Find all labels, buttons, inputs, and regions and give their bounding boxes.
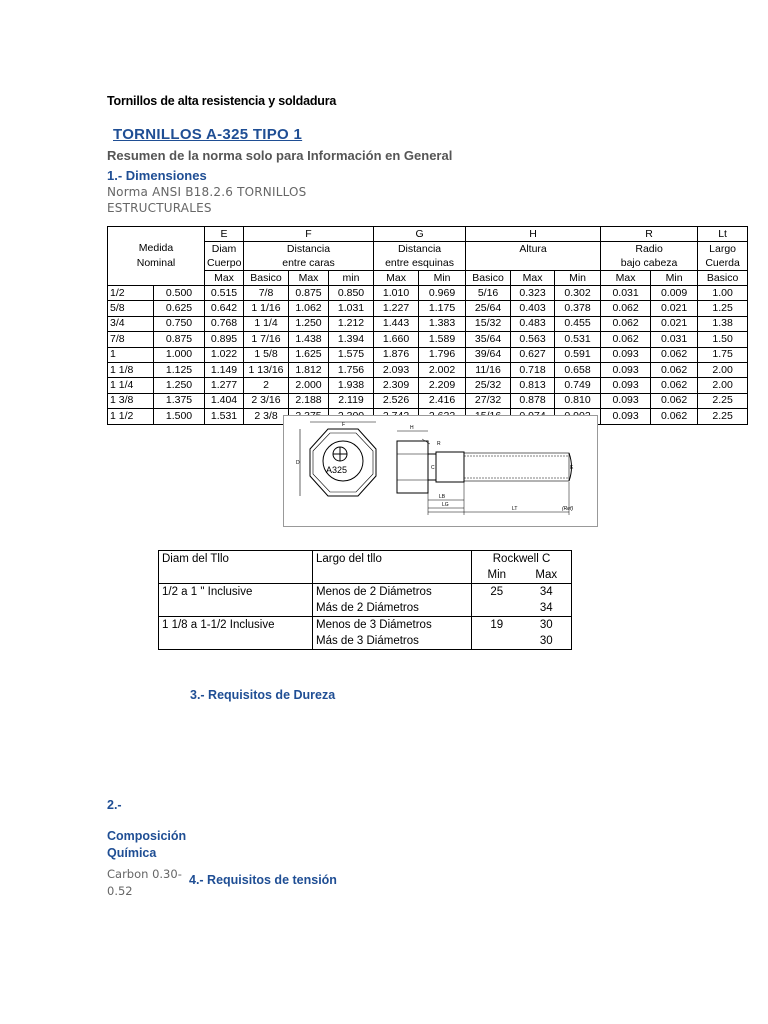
dim-header-row-4 <box>108 271 748 286</box>
lt-label-2: Cuerda <box>698 256 748 271</box>
dim-table-cell: 1 1/4 <box>244 316 289 331</box>
sub-header: Max <box>511 271 555 286</box>
dim-table-cell: 2.093 <box>374 362 419 377</box>
row-diam: 1/2 a 1 " Inclusive <box>159 584 313 617</box>
label-f: F <box>342 422 346 428</box>
dim-table-cell: 0.093 <box>601 378 651 393</box>
dim-table-cell: 0.323 <box>511 286 555 301</box>
sub-header: min <box>329 271 374 286</box>
dim-table-cell: 1.000 <box>154 347 205 362</box>
largo-line-1: Menos de 2 Diámetros <box>316 586 432 598</box>
dim-table-cell: 2.000 <box>289 378 329 393</box>
header-max: Max <box>522 567 572 584</box>
dim-table-cell: 2.309 <box>374 378 419 393</box>
row-max <box>522 617 572 650</box>
dim-table-cell: 2 3/16 <box>244 393 289 408</box>
dim-table-cell: 0.627 <box>511 347 555 362</box>
dim-table-cell: 2.002 <box>419 362 466 377</box>
medida-header-top <box>108 227 205 242</box>
sub-header: Basico <box>466 271 511 286</box>
main-heading: TORNILLOS A-325 TIPO 1 <box>113 126 303 143</box>
dim-table-cell: 7/8 <box>108 332 154 347</box>
dim-table-row <box>108 378 748 393</box>
dim-table-cell: 2.416 <box>419 393 466 408</box>
dim-table-cell: 1.175 <box>419 301 466 316</box>
max-line-1: 30 <box>539 619 553 631</box>
largo-line-1: Menos de 3 Diámetros <box>316 619 432 631</box>
dim-table-cell: 1.394 <box>329 332 374 347</box>
medida-header-bottom <box>108 271 205 286</box>
dim-table-cell: 1 1/2 <box>108 409 154 424</box>
dim-table-cell: 1.625 <box>289 347 329 362</box>
norma-text: Norma ANSI B18.2.6 TORNILLOS ESTRUCTURALES <box>107 185 307 215</box>
dim-table-cell: 0.062 <box>651 362 698 377</box>
dim-table-cell: 1 1/8 <box>108 362 154 377</box>
max-line-1: 34 <box>539 586 553 598</box>
largo-line-2: Más de 3 Diámetros <box>316 635 419 647</box>
dim-table-cell: 0.031 <box>601 286 651 301</box>
sub-header: Min <box>419 271 466 286</box>
dim-table-cell: 0.515 <box>205 286 244 301</box>
dim-table-cell: 2.25 <box>698 393 748 408</box>
dim-table-cell: 0.591 <box>555 347 601 362</box>
label-lb: LB <box>439 494 446 500</box>
dim-table-cell: 0.021 <box>651 301 698 316</box>
f-label-1: Distancia <box>244 242 374 257</box>
dim-table-cell: 5/8 <box>108 301 154 316</box>
r-label-2: bajo cabeza <box>601 256 698 271</box>
dim-table-row <box>108 393 748 408</box>
dim-table-cell: 1.031 <box>329 301 374 316</box>
label-r: R <box>437 441 441 447</box>
dim-table-cell: 1.250 <box>154 378 205 393</box>
label-e: E <box>570 465 574 471</box>
group-letter-e: E <box>205 227 244 242</box>
dim-table-row <box>108 316 748 331</box>
dim-table-cell: 5/16 <box>466 286 511 301</box>
dim-table-cell: 35/64 <box>466 332 511 347</box>
sub-header: Max <box>601 271 651 286</box>
dim-table-cell: 1 3/8 <box>108 393 154 408</box>
dim-header-row-3 <box>108 256 748 271</box>
dim-table-cell: 0.625 <box>154 301 205 316</box>
sub-header: Max <box>374 271 419 286</box>
dim-table-cell: 0.031 <box>651 332 698 347</box>
g-label-1: Distancia <box>374 242 466 257</box>
header-diam: Diam del Tllo <box>159 551 313 584</box>
hardness-row <box>159 617 572 650</box>
group-letter-g: G <box>374 227 466 242</box>
dim-table-cell: 0.455 <box>555 316 601 331</box>
dim-table-cell: 2.00 <box>698 378 748 393</box>
label-c: C <box>431 465 435 471</box>
sub-header: Max <box>205 271 244 286</box>
sub-header: Min <box>555 271 601 286</box>
dim-table-cell: 1/2 <box>108 286 154 301</box>
dim-table-cell: 0.749 <box>555 378 601 393</box>
dim-table-cell: 2.526 <box>374 393 419 408</box>
label-h: H <box>410 425 414 431</box>
medida-label: Medida <box>108 242 205 257</box>
dim-table-cell: 1.812 <box>289 362 329 377</box>
nominal-label: Nominal <box>108 256 205 271</box>
dim-table-cell: 1.38 <box>698 316 748 331</box>
dim-table-cell: 1 13/16 <box>244 362 289 377</box>
dim-table-cell: 1.589 <box>419 332 466 347</box>
header-rockwell: Rockwell C <box>472 551 572 568</box>
section-2-number: 2.- <box>107 798 122 812</box>
group-letter-r: R <box>601 227 698 242</box>
e-label-1: Diam <box>205 242 244 257</box>
row-min: 25 <box>472 584 522 617</box>
dim-table-cell: 7/8 <box>244 286 289 301</box>
bolt-diagram-svg <box>284 416 597 526</box>
dim-table-cell: 0.062 <box>601 301 651 316</box>
bolt-side-view <box>397 431 572 515</box>
dim-table-row <box>108 362 748 377</box>
dim-table-cell: 1.756 <box>329 362 374 377</box>
bolt-head-top-view <box>300 422 376 496</box>
dim-table-cell: 1.277 <box>205 378 244 393</box>
dim-table-cell: 2.188 <box>289 393 329 408</box>
dim-header-row-2 <box>108 242 748 257</box>
sub-header: Basico <box>244 271 289 286</box>
dim-table-cell: 0.062 <box>651 378 698 393</box>
row-diam: 1 1/8 a 1-1/2 Inclusive <box>159 617 313 650</box>
lt-label-1: Largo <box>698 242 748 257</box>
dim-table-cell: 1.531 <box>205 409 244 424</box>
hardness-header-row <box>159 551 572 568</box>
carbon-text: Carbon 0.30-0.52 <box>107 867 182 898</box>
dim-table-cell: 0.878 <box>511 393 555 408</box>
dim-table-cell: 1.443 <box>374 316 419 331</box>
dim-table-cell: 1.438 <box>289 332 329 347</box>
dim-table-cell: 1.500 <box>154 409 205 424</box>
dim-table-cell: 1.404 <box>205 393 244 408</box>
dim-table-cell: 0.768 <box>205 316 244 331</box>
dim-table-cell: 0.062 <box>601 316 651 331</box>
sub-header: Min <box>651 271 698 286</box>
label-lg: LG <box>442 502 449 508</box>
dim-table-cell: 0.093 <box>601 347 651 362</box>
dim-table-cell: 1 <box>108 347 154 362</box>
dim-table-cell: 2.00 <box>698 362 748 377</box>
dim-table-cell: 1.062 <box>289 301 329 316</box>
dim-table-cell: 1.125 <box>154 362 205 377</box>
subtitle: Resumen de la norma solo para Información en General <box>107 148 453 163</box>
row-largo <box>313 617 472 650</box>
dim-table-cell: 2.119 <box>329 393 374 408</box>
dim-table-cell: 1.383 <box>419 316 466 331</box>
dim-table-cell: 1.876 <box>374 347 419 362</box>
dim-table-row <box>108 332 748 347</box>
dim-table-cell: 2 3/8 <box>244 409 289 424</box>
dim-table-row <box>108 301 748 316</box>
dim-table-cell: 1.75 <box>698 347 748 362</box>
bolt-drawing <box>283 415 598 527</box>
dim-table-cell: 0.062 <box>601 332 651 347</box>
dim-table-cell: 2.209 <box>419 378 466 393</box>
dim-table-cell: 0.875 <box>289 286 329 301</box>
section-3-heading: 3.- Requisitos de Dureza <box>190 688 336 702</box>
dim-table-cell: 1 7/16 <box>244 332 289 347</box>
dim-table-cell: 1 5/8 <box>244 347 289 362</box>
dim-header-row-1 <box>108 227 748 242</box>
largo-line-2: Más de 2 Diámetros <box>316 602 419 614</box>
h-label-2 <box>466 256 601 271</box>
dim-table-cell: 1.00 <box>698 286 748 301</box>
dim-table-cell: 25/32 <box>466 378 511 393</box>
dim-table-cell: 0.302 <box>555 286 601 301</box>
dim-table-cell: 0.093 <box>601 393 651 408</box>
row-largo <box>313 584 472 617</box>
dim-table-cell: 0.718 <box>511 362 555 377</box>
dim-table-cell: 15/32 <box>466 316 511 331</box>
dim-table-cell: 25/64 <box>466 301 511 316</box>
document-title: Tornillos de alta resistencia y soldadura <box>107 94 337 108</box>
header-largo: Largo del tllo <box>313 551 472 584</box>
dim-table-cell: 0.009 <box>651 286 698 301</box>
sub-header: Basico <box>698 271 748 286</box>
dim-table-cell: 1.50 <box>698 332 748 347</box>
dim-table-cell: 1.250 <box>289 316 329 331</box>
dim-table-cell: 0.378 <box>555 301 601 316</box>
section-4-heading: 4.- Requisitos de tensión <box>189 873 337 887</box>
dim-table-cell: 39/64 <box>466 347 511 362</box>
dim-table-cell: 0.813 <box>511 378 555 393</box>
group-letter-h: H <box>466 227 601 242</box>
group-letter-f: F <box>244 227 374 242</box>
dim-table-cell: 1.938 <box>329 378 374 393</box>
section-1-heading: 1.- Dimensiones <box>107 168 207 183</box>
dim-table-cell: 0.021 <box>651 316 698 331</box>
dim-table-cell: 0.875 <box>154 332 205 347</box>
dim-table-cell: 1.796 <box>419 347 466 362</box>
r-label-1: Radio <box>601 242 698 257</box>
dim-table-cell: 0.850 <box>329 286 374 301</box>
dim-table-cell: 0.483 <box>511 316 555 331</box>
dim-table-cell: 1.25 <box>698 301 748 316</box>
dimensions-table-body <box>108 286 748 425</box>
dim-table-cell: 0.093 <box>601 409 651 424</box>
dim-table-cell: 1 1/16 <box>244 301 289 316</box>
section-2-heading: Composición Química <box>107 829 187 860</box>
max-line-2: 34 <box>539 602 553 614</box>
head-marking: A325 <box>326 465 348 475</box>
hardness-table <box>158 550 572 650</box>
g-label-2: entre esquinas <box>374 256 466 271</box>
dim-table-cell: 1.149 <box>205 362 244 377</box>
sub-header: Max <box>289 271 329 286</box>
group-letter-lt: Lt <box>698 227 748 242</box>
dim-table-cell: 0.062 <box>651 409 698 424</box>
dim-table-cell: 11/16 <box>466 362 511 377</box>
dim-table-cell: 0.062 <box>651 393 698 408</box>
label-ref: (Ref) <box>562 506 574 512</box>
dim-table-cell: 0.563 <box>511 332 555 347</box>
label-d: D <box>296 460 300 466</box>
dim-table-cell: 1.375 <box>154 393 205 408</box>
dim-table-cell: 1.227 <box>374 301 419 316</box>
dim-table-cell: 27/32 <box>466 393 511 408</box>
dimensions-table <box>107 226 748 425</box>
dim-table-cell: 0.642 <box>205 301 244 316</box>
dim-table-cell: 1.212 <box>329 316 374 331</box>
dim-table-cell: 0.895 <box>205 332 244 347</box>
e-label-2: Cuerpo <box>205 256 244 271</box>
dim-table-cell: 0.403 <box>511 301 555 316</box>
dim-table-cell: 2 <box>244 378 289 393</box>
f-label-2: entre caras <box>244 256 374 271</box>
dim-table-cell: 1.575 <box>329 347 374 362</box>
max-line-2: 30 <box>539 635 553 647</box>
header-min: Min <box>472 567 522 584</box>
hardness-row <box>159 584 572 617</box>
dim-table-cell: 1.660 <box>374 332 419 347</box>
dim-table-cell: 1 1/4 <box>108 378 154 393</box>
dim-table-cell: 0.062 <box>651 347 698 362</box>
dim-table-cell: 0.810 <box>555 393 601 408</box>
dim-table-cell: 0.750 <box>154 316 205 331</box>
row-min: 19 <box>472 617 522 650</box>
row-max <box>522 584 572 617</box>
h-label-1: Altura <box>466 242 601 257</box>
dim-table-cell: 2.25 <box>698 409 748 424</box>
dim-table-cell: 0.658 <box>555 362 601 377</box>
dim-table-cell: 0.093 <box>601 362 651 377</box>
dim-table-cell: 1.022 <box>205 347 244 362</box>
dim-table-cell: 3/4 <box>108 316 154 331</box>
dim-table-cell: 1.010 <box>374 286 419 301</box>
dim-table-row <box>108 347 748 362</box>
dim-table-cell: 0.969 <box>419 286 466 301</box>
label-lt: LT <box>512 506 518 512</box>
dim-table-cell: 0.531 <box>555 332 601 347</box>
dim-table-row <box>108 286 748 301</box>
dim-table-cell: 0.500 <box>154 286 205 301</box>
